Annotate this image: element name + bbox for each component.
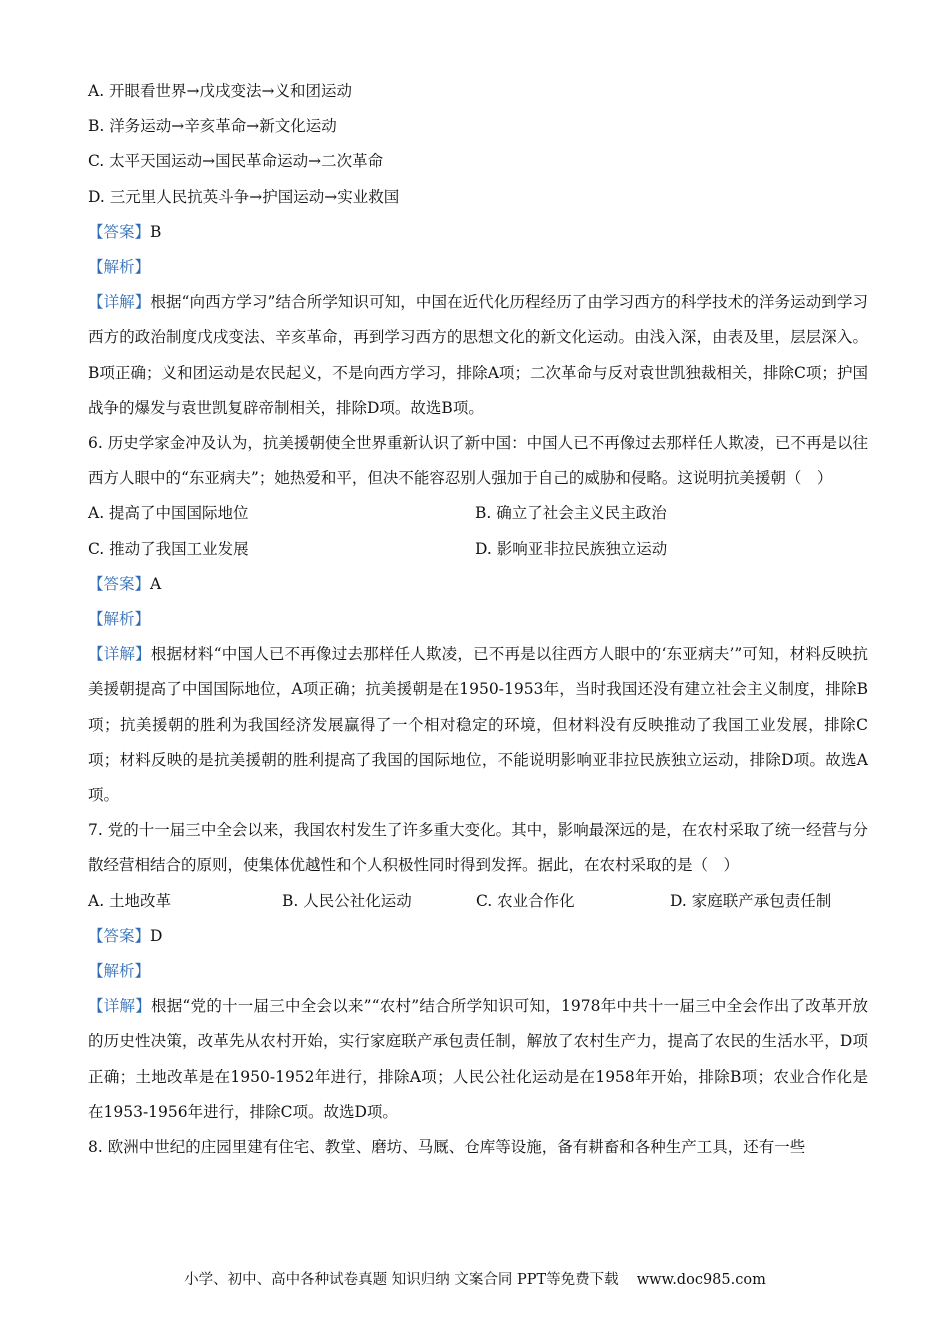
detail-text: 根据“向西方学习”结合所学知识可知，中国在近代化历程经历了由学习西方的科学技术的洋务运动到学习西方的政治制度戊戌变法、辛亥革命，再到学习西方的思想文化的新文化运动。由浅入深，由表及里，层层深入。B项正确；义和团运动是农民起义，不是向西方学习，排除A项；二次革命与反对袁世凯独裁相关，排除C项；护国战争的爆发与袁世凯复辟帝制相关，排除D项。故选B项。 [88,293,868,417]
q7-option-a: A. 土地改革 [88,891,172,910]
q7-detail [88,989,868,1130]
page-footer [0,1268,950,1289]
q8-stem: 8. 欧洲中世纪的庄园里建有住宅、教堂、磨坊、马厩、仓库等设施，备有耕畜和各种生产工具，还有一些 [88,1138,806,1157]
q6-options-row-1 [88,496,868,531]
q6-answer [88,567,868,602]
answer-value: D [150,926,163,945]
q7-option-d: D. 家庭联产承包责任制 [670,891,832,910]
answer-tag: 【答案】 [88,574,151,593]
q6-stem: 6. 历史学家金冲及认为，抗美援朝使全世界重新认识了新中国：中国人已不再像过去那样任人欺凌，已不再是以往西方人眼中的“东亚病夫”；她热爱和平，但决不能容忍别人强加于自己的威胁和侵略。这说明抗美援朝（ ） [88,434,868,488]
answer-tag: 【答案】 [88,926,151,945]
detail-tag: 【详解】 [88,293,151,312]
exam-page-content [88,74,868,1165]
q5-answer [88,215,868,250]
q7-answer [88,919,868,954]
q6-analysis-tag: 【解析】 [88,610,151,629]
answer-value: A [150,574,162,593]
q7-options-row [88,884,868,919]
q5-analysis-tag: 【解析】 [88,258,151,277]
detail-text: 根据“党的十一届三中全会以来”“农村”结合所学知识可知，1978年中共十一届三中全会作出了改革开放的历史性决策，改革先从农村开始，实行家庭联产承包责任制，解放了农村生产力，提高了农民的生活水平，D项正确；土地改革是在1950-1952年进行，排除A项；人民公社化运动是在1958年开始，排除B项；农业合作化是在1953-1956年进行，排除C项。故选D项。 [88,997,868,1121]
detail-tag: 【详解】 [88,997,151,1016]
q6-option-a: A. 提高了中国国际地位 [88,504,249,523]
q5-option-b: B. 洋务运动→辛亥革命→新文化运动 [88,117,337,136]
answer-value: B [150,222,162,241]
detail-text: 根据材料“中国人已不再像过去那样任人欺凌，已不再是以往西方人眼中的‘东亚病夫’”可知，材料反映抗美援朝提高了中国国际地位，A项正确；抗美援朝是在1950-1953年，当时我国还没有建立社会主义制度，排除B项；抗美援朝的胜利为我国经济发展赢得了一个相对稳定的环境，但材料没有反映推动了我国工业发展，排除C项；材料反映的是抗美援朝的胜利提高了我国的国际地位，不能说明影响亚非拉民族独立运动，排除D项。故选A项。 [88,645,868,805]
q6-detail [88,637,868,813]
q7-option-c: C. 农业合作化 [476,891,575,910]
q5-option-c: C. 太平天国运动→国民革命运动→二次革命 [88,152,384,171]
footer-url[interactable]: www.doc985.com [636,1272,766,1288]
q6-options-row-2 [88,532,868,567]
detail-tag: 【详解】 [88,645,151,664]
q5-option-d: D. 三元里人民抗英斗争→护国运动→实业救国 [88,187,400,206]
q6-option-d: D. 影响亚非拉民族独立运动 [475,539,668,558]
q6-option-b: B. 确立了社会主义民主政治 [475,504,667,523]
q6-option-c: C. 推动了我国工业发展 [88,539,249,558]
answer-tag: 【答案】 [88,222,151,241]
q7-option-b: B. 人民公社化运动 [282,891,412,910]
q5-detail [88,285,868,426]
footer-text: 小学、初中、高中各种试卷真题 知识归纳 文案合同 PPT等免费下载 [184,1272,619,1288]
q5-option-a: A. 开眼看世界→戊戌变法→义和团运动 [88,82,353,100]
q7-stem: 7. 党的十一届三中全会以来，我国农村发生了许多重大变化。其中，影响最深远的是，在农村采取了统一经营与分散经营相结合的原则，使集体优越性和个人积极性同时得到发挥。据此，在农村采取的是（ ） [88,821,868,875]
q7-analysis-tag: 【解析】 [88,962,151,981]
